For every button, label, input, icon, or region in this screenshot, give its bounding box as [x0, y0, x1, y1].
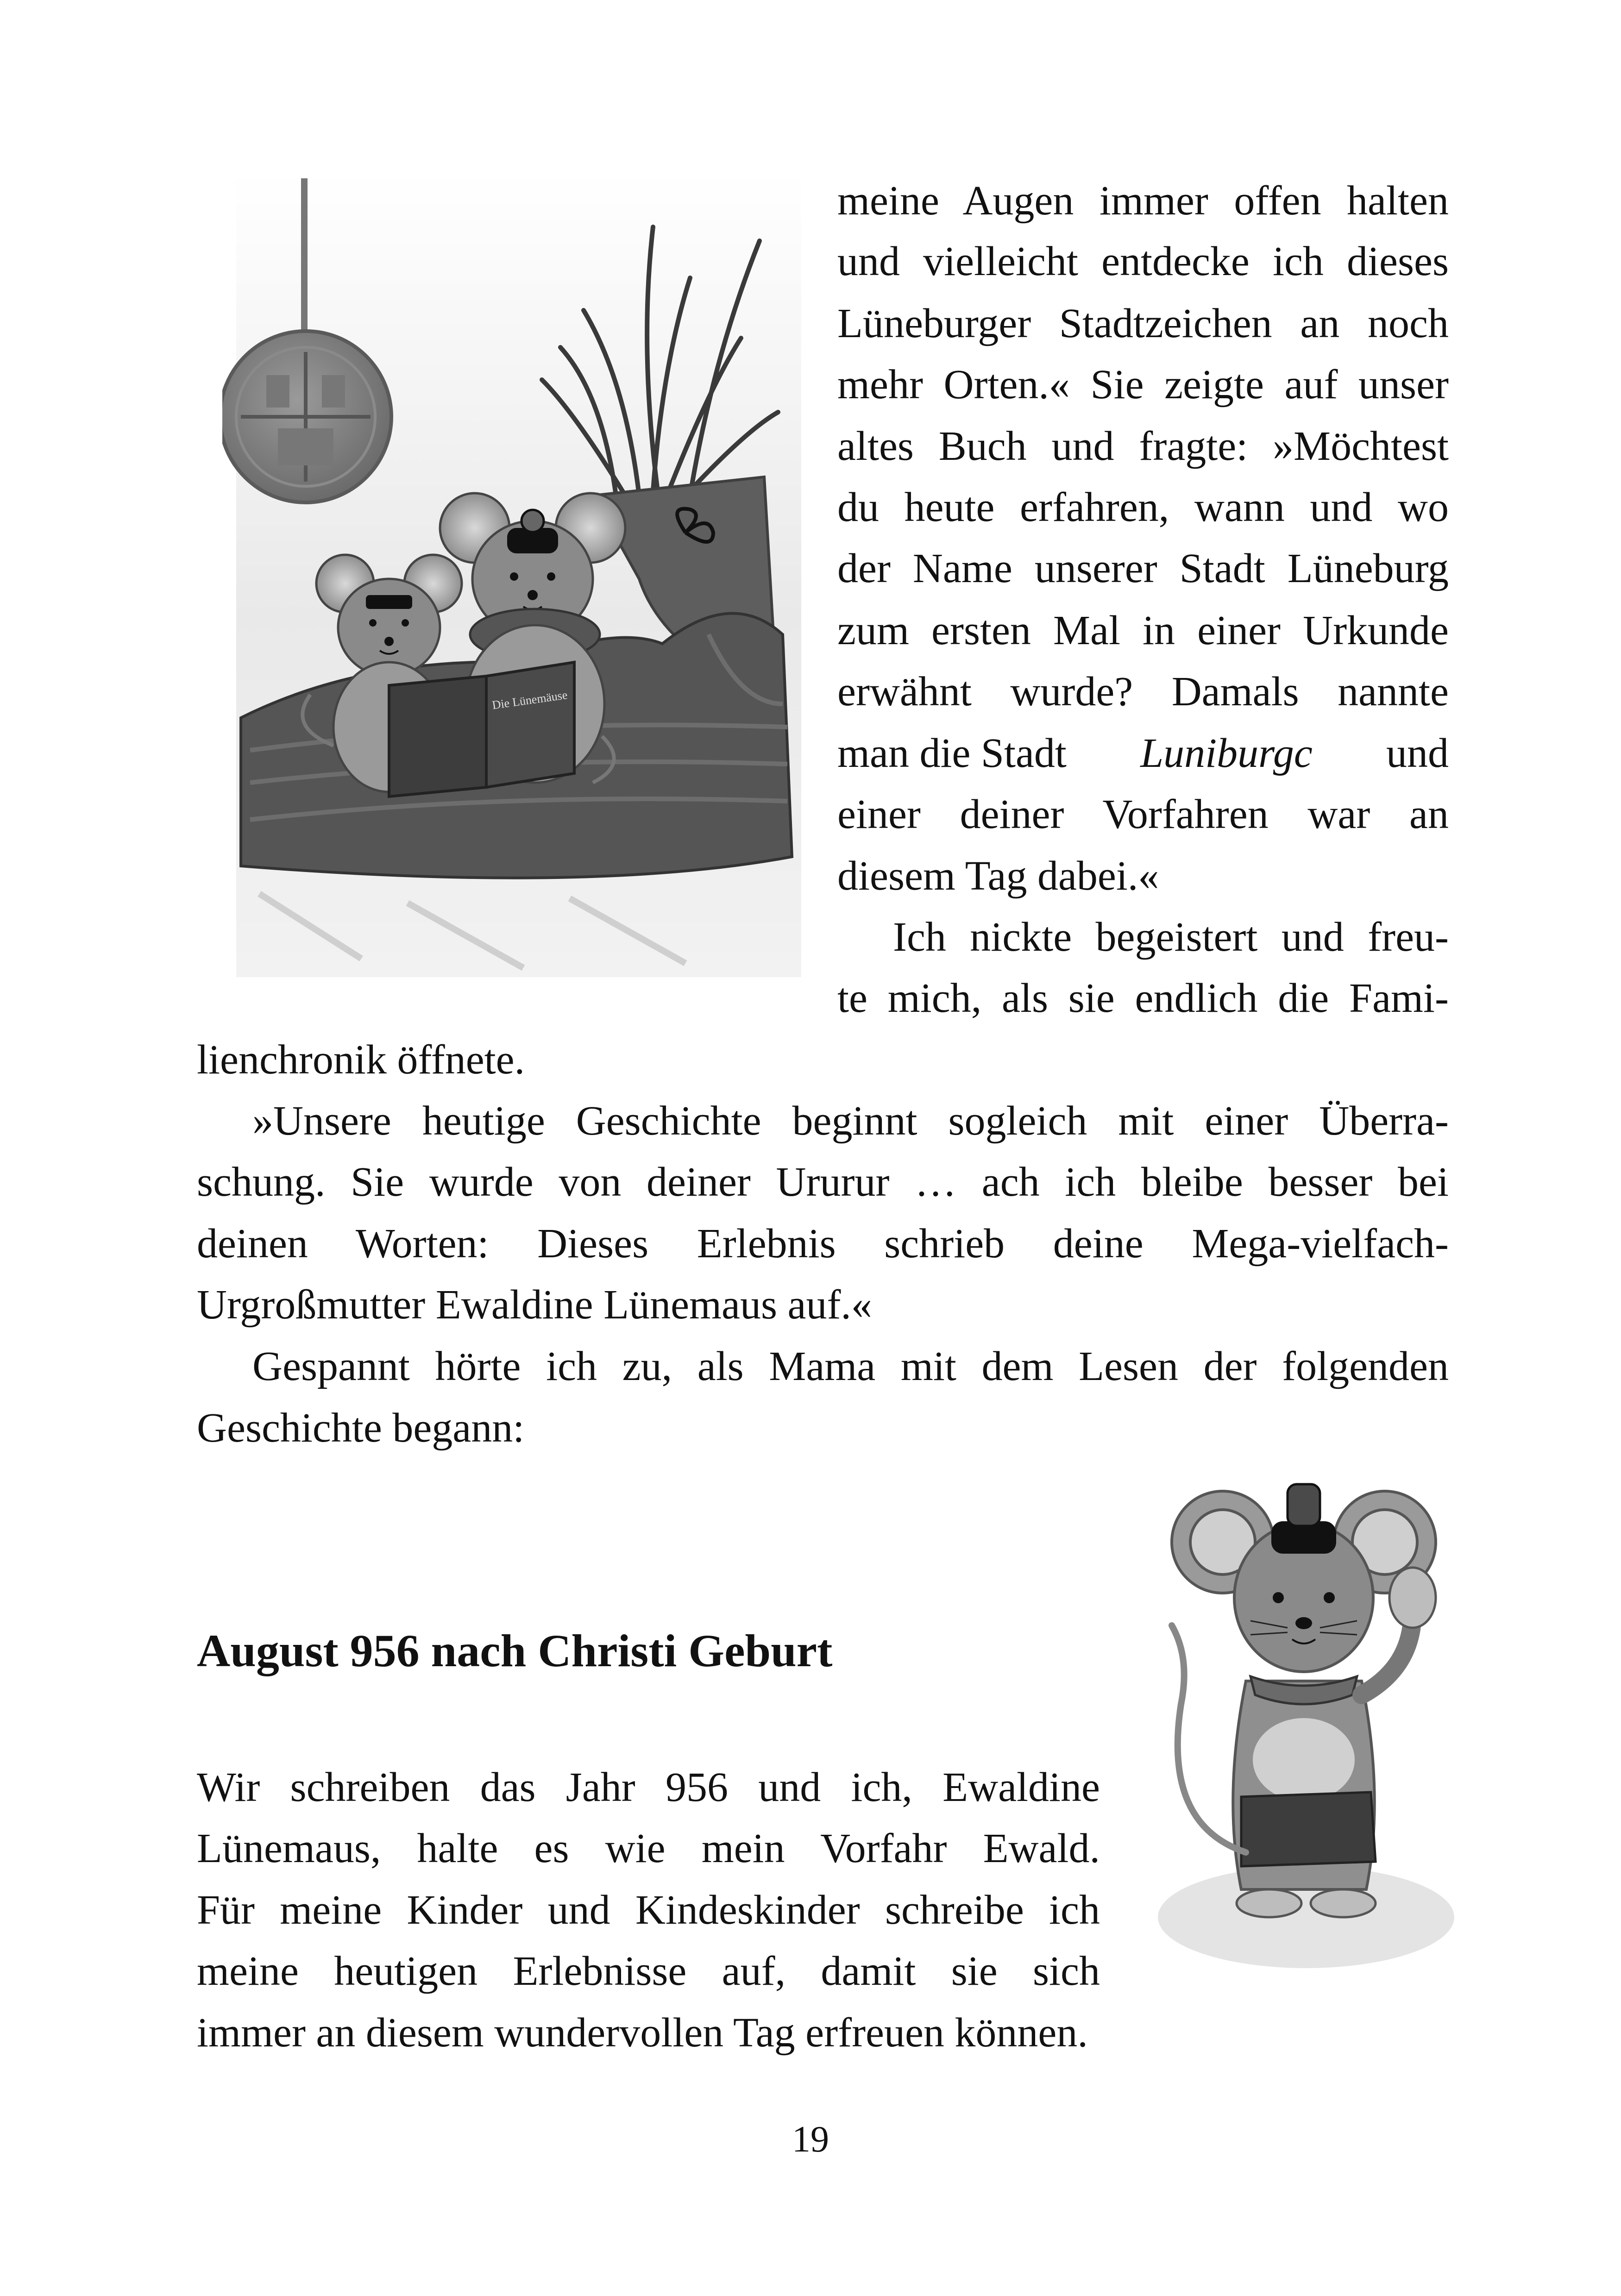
- page-number: 19: [792, 2119, 829, 2160]
- text-line: te mich, als sie endlich die Fami-: [837, 975, 1449, 1021]
- chapter-heading: August 956 nach Christi Geburt: [197, 1625, 833, 1676]
- text-line: und vielleicht entdecke ich dieses: [837, 238, 1449, 284]
- text-line: »Unsere heutige Geschichte beginnt sogleich mit einer Überra-: [252, 1098, 1449, 1144]
- text-line: [837, 730, 1449, 776]
- text-line: diesem Tag dabei.«: [837, 853, 1159, 899]
- text-line: einer deiner Vorfahren war an: [837, 791, 1449, 837]
- text-line: Gespannt hörte ich zu, als Mama mit dem Lesen der folgenden: [252, 1343, 1449, 1389]
- text-line: meine heutigen Erlebnisse auf, damit sie sich: [197, 1948, 1100, 1994]
- text-line: Urgroßmutter Ewaldine Lünemaus auf.«: [197, 1282, 872, 1328]
- text-fragment: man die Stadt: [837, 730, 1067, 776]
- text-line: Lüneburger Stadtzeichen an noch: [837, 301, 1449, 346]
- text-line: Für meine Kinder und Kindeskinder schreibe ich: [197, 1887, 1100, 1933]
- text-line: meine Augen immer offen halten: [837, 178, 1449, 224]
- illustration-mice-reading: [222, 171, 801, 977]
- illustration-ewaldine-mouse: [1153, 1473, 1464, 1973]
- text-fragment: und: [1386, 730, 1449, 776]
- text-line: der Name unserer Stadt Lüneburg: [837, 546, 1449, 591]
- text-line: immer an diesem wundervollen Tag erfreuen können.: [197, 2010, 1088, 2056]
- text-line: lienchronik öffnete.: [197, 1037, 525, 1083]
- text-line: zum ersten Mal in einer Urkunde: [837, 608, 1449, 653]
- text-line: schung. Sie wurde von deiner Ururur … ach ich bleibe besser bei: [197, 1159, 1449, 1205]
- medallion-rod: [301, 178, 308, 350]
- place-name-luniburgc: Luniburgc: [1140, 730, 1313, 776]
- text-line: Wir schreiben das Jahr 956 und ich, Ewaldine: [197, 1764, 1100, 1810]
- text-line: erwähnt wurde? Damals nannte: [837, 669, 1449, 715]
- chronicle-book: [389, 662, 574, 797]
- text-line: mehr Orten.« Sie zeigte auf unser: [837, 362, 1449, 408]
- text-line: Geschichte begann:: [197, 1405, 525, 1451]
- text-line: Ich nickte begeistert und freu-: [893, 914, 1449, 960]
- text-line: deinen Worten: Dieses Erlebnis schrieb deine Mega-vielfach-: [197, 1221, 1449, 1267]
- text-line: du heute erfahren, wann und wo: [837, 484, 1449, 530]
- text-line: altes Buch und fragte: »Möchtest: [837, 423, 1449, 469]
- text-line: Lünemaus, halte es wie mein Vorfahr Ewald.: [197, 1826, 1100, 1871]
- book-title: Die Lünemäuse: [491, 688, 568, 712]
